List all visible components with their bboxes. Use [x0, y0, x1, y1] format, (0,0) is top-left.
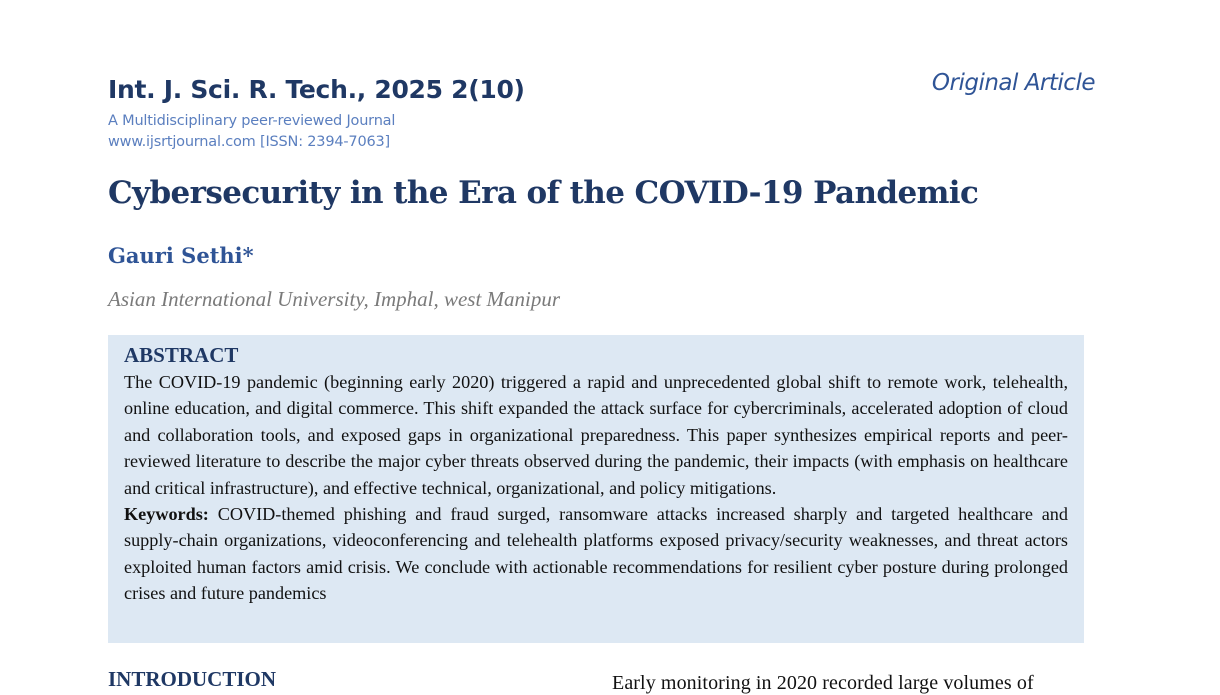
paper-title: Cybersecurity in the Era of the COVID-19 Pandemic [108, 175, 979, 211]
abstract-text: The COVID-19 pandemic (beginning early 2020) triggered a rapid and unprecedented global shift to remote work, telehealth, online education, and digital commerce. This shift expanded the attack surface for cybercriminals, accelerated adoption of cloud and collaboration tools, and exposed gaps in organizational preparedness. This paper synthesizes empirical reports and peer-reviewed literature to describe the major cyber threats observed during the pandemic, their impacts (with emphasis on healthcare and critical infrastructure), and effective technical, organizational, and policy mitigations. [124, 372, 1068, 498]
journal-subtitle: A Multidisciplinary peer-reviewed Journal [108, 113, 396, 129]
author-affiliation: Asian International University, Imphal, west Manipur [108, 287, 561, 311]
introduction-heading: INTRODUCTION [108, 667, 277, 691]
journal-website-issn: www.ijsrtjournal.com [ISSN: 2394-7063] [108, 134, 390, 150]
keywords-paragraph [124, 501, 1068, 607]
abstract-heading: ABSTRACT [124, 343, 239, 367]
column2-text-line: Early monitoring in 2020 recorded large volumes of [612, 672, 1034, 694]
keywords-text: COVID-themed phishing and fraud surged, ransomware attacks increased sharply and targeted healthcare and supply-chain organizations, videoconferencing and telehealth platforms exposed privacy/security weaknesses, and threat actors exploited human factors amid crisis. We conclude with actionable recommendations for resilient cyber posture during prolonged crises and future pandemics [124, 504, 1068, 604]
abstract-box [108, 335, 1084, 643]
article-type-label: Original Article [931, 70, 1095, 96]
author-name: Gauri Sethi* [108, 243, 254, 268]
journal-title: Int. J. Sci. R. Tech., 2025 2(10) [108, 75, 525, 104]
keywords-label: Keywords: [124, 504, 209, 525]
